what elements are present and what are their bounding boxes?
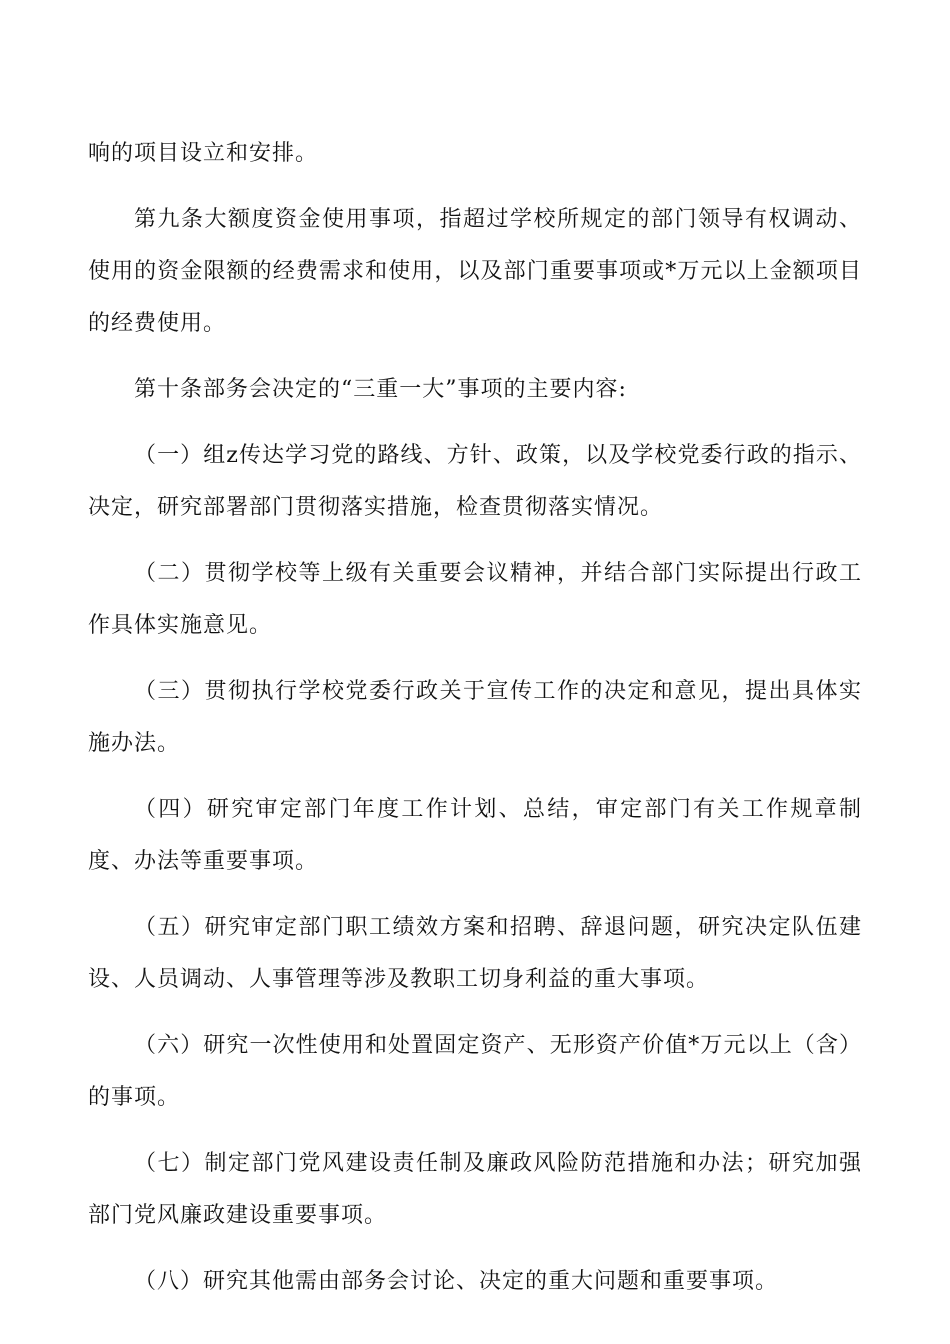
paragraph-article-10: 第十条部务会决定的“三重一大”事项的主要内容: — [134, 377, 627, 402]
paragraph-item-1: （一）组z传达学习党的路线、方针、政策，以及学校党委行政的指示、决定，研究部署部门贯彻落实措施，检查贯彻落实情况。 — [88, 443, 862, 520]
paragraph-item-8: （八）研究其他需由部务会讨论、决定的重大问题和重要事项。 — [134, 1269, 779, 1294]
paragraph-item-7: （七）制定部门党风建设责任制及廉政风险防范措施和办法；研究加强部门党风廉政建设重要事项。 — [88, 1151, 862, 1228]
paragraph-item-4: （四）研究审定部门年度工作计划、总结，审定部门有关工作规章制度、办法等重要事项。 — [88, 797, 862, 874]
paragraph-continuation: 响的项目设立和安排。 — [88, 141, 319, 166]
paragraph-item-3: （三）贯彻执行学校党委行政关于宣传工作的决定和意见，提出具体实施办法。 — [88, 679, 862, 756]
paragraph-item-5: （五）研究审定部门职工绩效方案和招聘、辞退问题，研究决定队伍建设、人员调动、人事管理等涉及教职工切身利益的重大事项。 — [88, 915, 862, 992]
document-body — [88, 128, 862, 1322]
paragraph-article-9: 第九条大额度资金使用事项，指超过学校所规定的部门领导有权调动、使用的资金限额的经费需求和使用，以及部门重要事项或*万元以上金额项目的经费使用。 — [88, 207, 862, 336]
paragraph-item-2: （二）贯彻学校等上级有关重要会议精神，并结合部门实际提出行政工作具体实施意见。 — [88, 561, 862, 638]
paragraph-item-6: （六）研究一次性使用和处置固定资产、无形资产价值*万元以上（含）的事项。 — [88, 1033, 862, 1110]
